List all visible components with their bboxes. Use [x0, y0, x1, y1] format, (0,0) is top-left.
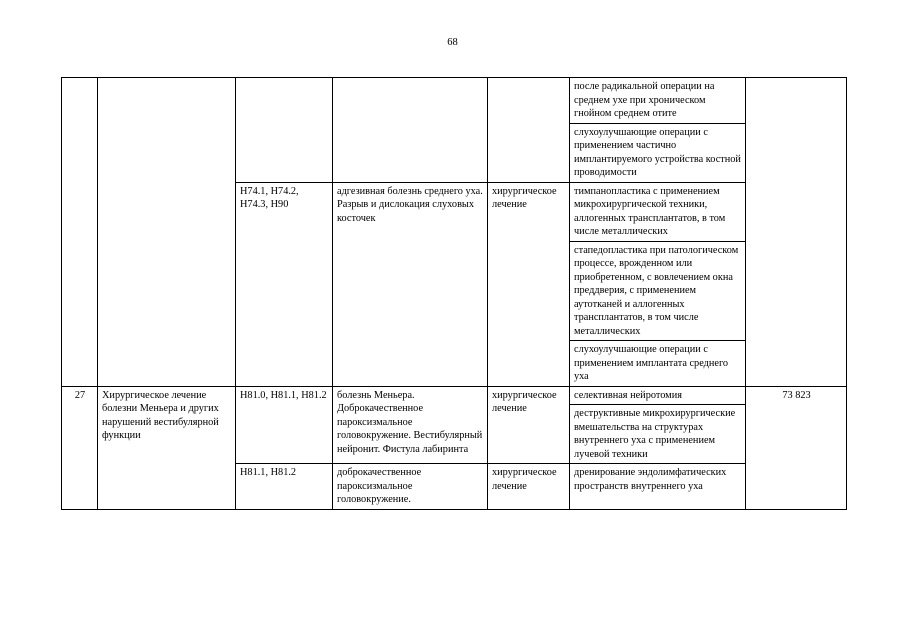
method-cell: слухоулучшающие операции с применением частично имплантируемого устройства костной проводимости — [570, 123, 746, 182]
group-number-cell — [62, 78, 98, 387]
page-number: 68 — [447, 37, 458, 48]
icd-cell: H81.1, H81.2 — [236, 464, 333, 510]
method-cell: слухоулучшающие операции с применением имплантата среднего уха — [570, 341, 746, 387]
diagnosis-cell — [333, 78, 488, 183]
diagnosis-cell: адгезивная болезнь среднего уха. Разрыв и дислокация слуховых косточек — [333, 182, 488, 386]
icd-cell — [236, 78, 333, 183]
diagnosis-cell: доброкачественное пароксизмальное головокружение. — [333, 464, 488, 510]
diagnosis-cell: болезнь Меньера. Доброкачественное пароксизмальное головокружение. Вестибулярный нейронит. Фистула лабиринта — [333, 386, 488, 464]
method-cell: селективная нейротомия — [570, 386, 746, 405]
icd-cell: H74.1, H74.2, H74.3, H90 — [236, 182, 333, 386]
treatment-type-cell: хирургическое лечение — [488, 182, 570, 386]
method-cell: дренирование эндолимфатических пространств внутреннего уха — [570, 464, 746, 510]
treatment-type-cell: хирургическое лечение — [488, 386, 570, 464]
table-row — [62, 78, 847, 124]
icd-cell: H81.0, H81.1, H81.2 — [236, 386, 333, 464]
group-name-cell — [98, 78, 236, 387]
method-cell: стапедопластика при патологическом процессе, врожденном или приобретенном, с вовлечением окна преддверия, с применением аутотканей и аллогенных трансплантатов, в том числе металлических — [570, 241, 746, 341]
group-number-cell: 27 — [62, 386, 98, 509]
method-cell: деструктивные микрохирургические вмешательства на структурах внутреннего уха с применением лучевой техники — [570, 405, 746, 464]
table-row — [62, 386, 847, 405]
method-cell: после радикальной операции на среднем ухе при хроническом гнойном среднем отите — [570, 78, 746, 124]
treatment-type-cell: хирургическое лечение — [488, 464, 570, 510]
medical-care-table — [61, 77, 847, 510]
price-cell: 73 823 — [746, 386, 847, 509]
group-name-cell: Хирургическое лечение болезни Меньера и других нарушений вестибулярной функции — [98, 386, 236, 509]
treatment-type-cell — [488, 78, 570, 183]
price-cell — [746, 78, 847, 387]
method-cell: тимпанопластика с применением микрохирургической техники, аллогенных трансплантатов, в том числе металлических — [570, 182, 746, 241]
